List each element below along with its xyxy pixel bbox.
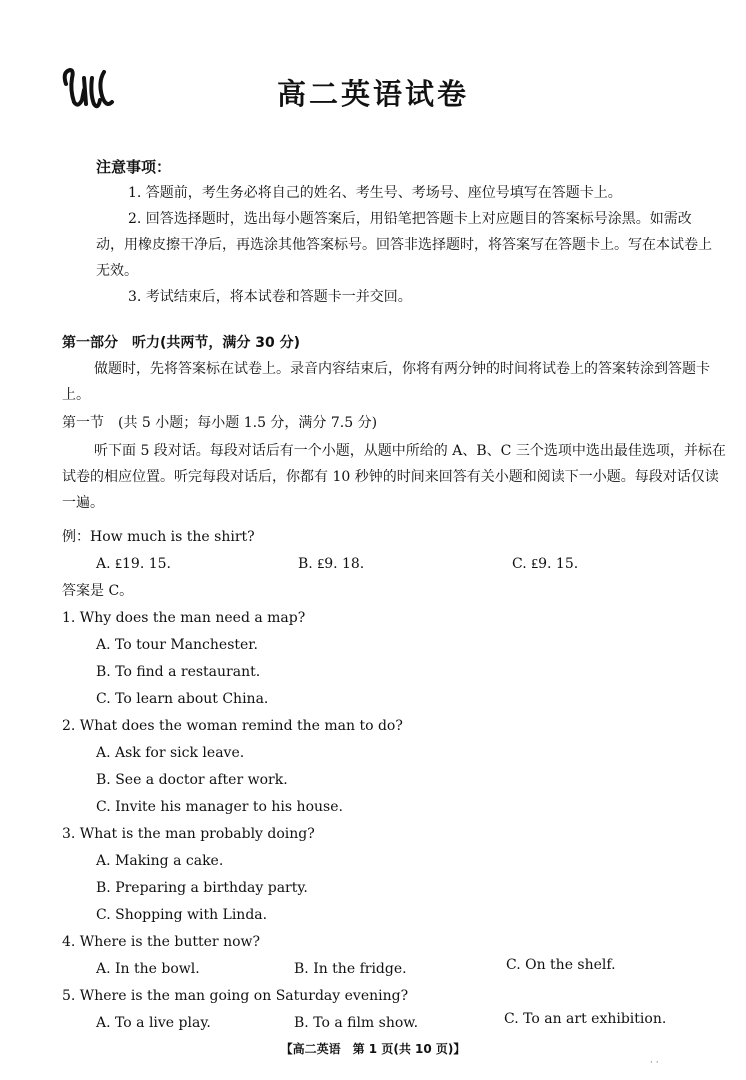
section-description — [62, 438, 728, 516]
option-a: A. Ask for sick leave. — [96, 745, 245, 761]
option-c: C. To learn about China. — [96, 691, 269, 707]
option-c: C. On the shelf. — [506, 957, 616, 973]
option-c: C. Invite his manager to his house. — [96, 799, 343, 815]
inline-options — [62, 1010, 728, 1037]
option-b: B. Preparing a birthday party. — [96, 880, 308, 896]
page-footer: 【高二英语 第 1 页(共 10 页)】 — [280, 1042, 466, 1056]
seal-line-text — [2, 352, 20, 784]
option-b: B. In the fridge. — [294, 961, 407, 977]
notes-heading: 注意事项： — [96, 158, 172, 176]
corner-mark: · · — [650, 1058, 659, 1068]
option-a: A. To a live play. — [96, 1015, 211, 1031]
seal-char — [0, 589, 38, 601]
question-stem: 2. What does the woman remind the man to do? — [62, 718, 403, 734]
seal-char — [0, 481, 38, 493]
seal-char — [0, 643, 38, 655]
seal-char — [0, 427, 38, 439]
question-list — [62, 524, 728, 1037]
example-option-a: A. ₤19. 15. — [96, 556, 171, 572]
option-c: C. To an art exhibition. — [504, 1011, 667, 1027]
section-description-text: 听下面 5 段对话。每段对话后有一个小题，从题中所给的 A、B、C 三个选项中选出最佳选项，并标在试卷的相应位置。听完每段对话后，你都有 10 秒钟的时间来回答有关小题和阅读下一小题。每段对话仅读一遍。 — [62, 443, 726, 511]
part-description — [62, 356, 728, 408]
seal-char — [0, 535, 38, 547]
note-item: 2. 回答选择题时，选出每小题答案后，用铅笔把答题卡上对应题目的答案标号涂黑。如需改动，用橡皮擦干净后，再选涂其他答案标号。回答非选择题时，将答案写在答题卡上。写在本试卷上无效。 — [96, 211, 712, 279]
example-options — [62, 551, 728, 578]
option-b: B. See a doctor after work. — [96, 772, 288, 788]
seal-char — [0, 751, 38, 763]
page-title: 高二英语试卷 — [276, 77, 469, 111]
question-stem: 5. Where is the man going on Saturday evening? — [62, 988, 409, 1004]
option-b: B. To find a restaurant. — [96, 664, 261, 680]
question-stem: 4. Where is the butter now? — [62, 934, 261, 950]
option-c: C. Shopping with Linda. — [96, 907, 268, 923]
inline-options — [62, 956, 728, 983]
option-a: A. In the bowl. — [96, 961, 200, 977]
option-a: A. Making a cake. — [96, 853, 224, 869]
part-title: 第一部分 听力(共两节，满分 30 分) — [62, 335, 301, 351]
section-title: 第一节 (共 5 小题；每小题 1.5 分，满分 7.5 分) — [62, 415, 378, 431]
question-stem: 3. What is the man probably doing? — [62, 826, 315, 842]
example-answer: 答案是 C。 — [62, 583, 134, 599]
notes-block — [96, 180, 716, 310]
option-a: A. To tour Manchester. — [96, 637, 258, 653]
example-question: 例：How much is the shirt? — [62, 529, 255, 545]
seal-char — [0, 697, 38, 709]
part-description-text: 做题时，先将答案标在试卷上。录音内容结束后，你将有两分钟的时间将试卷上的答案转涂到答题卡上。 — [62, 361, 710, 403]
option-b: B. To a film show. — [294, 1015, 419, 1031]
example-option-c: C. ₤9. 15. — [512, 556, 579, 572]
seal-char — [0, 373, 38, 385]
example-option-b: B. ₤9. 18. — [298, 556, 365, 572]
note-item: 1. 答题前，考生务必将自己的姓名、考生号、考场号、座位号填写在答题卡上。 — [128, 185, 622, 201]
question-stem: 1. Why does the man need a map? — [62, 610, 306, 626]
note-item: 3. 考试结束后，将本试卷和答题卡一并交回。 — [128, 289, 412, 305]
